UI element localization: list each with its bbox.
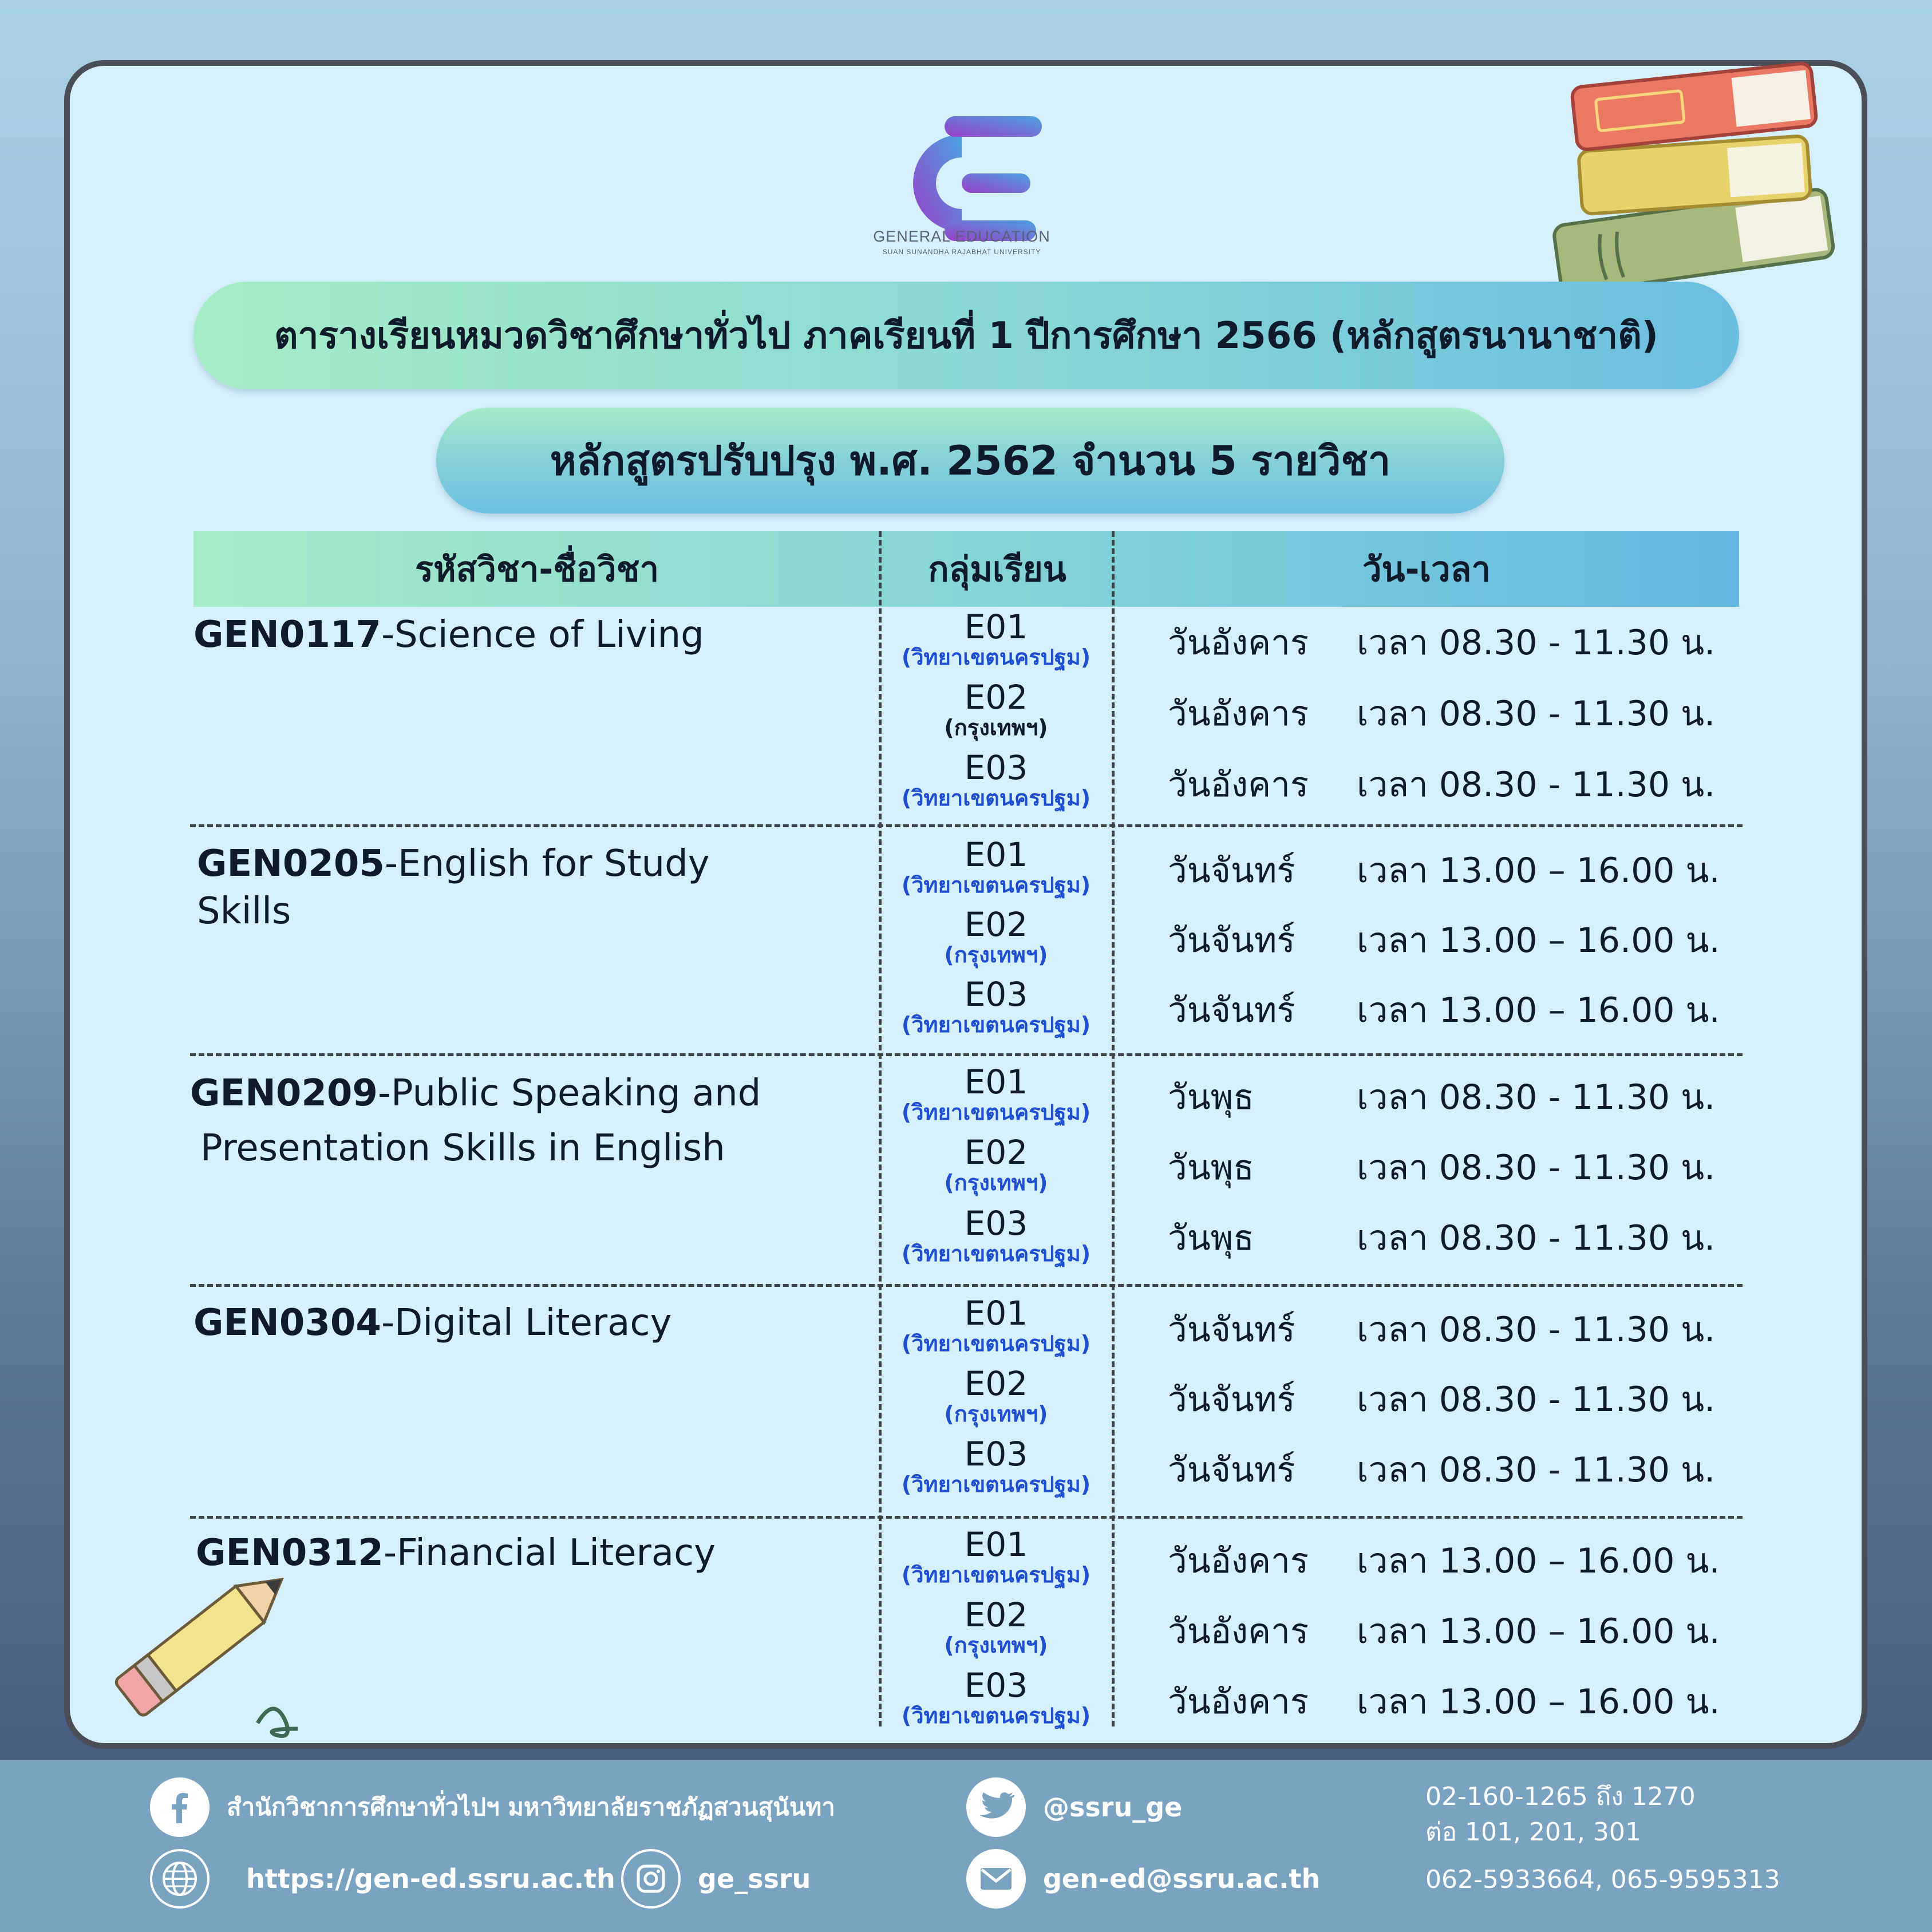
course-title — [193, 1299, 852, 1347]
instagram-icon — [621, 1849, 681, 1909]
section-day: วันอังคาร — [1168, 1611, 1309, 1652]
group-code: E02 — [964, 1133, 1028, 1172]
section-time: เวลา 08.30 - 11.30 น. — [1357, 1077, 1716, 1117]
section-group — [882, 1133, 1111, 1194]
instagram-link[interactable] — [621, 1849, 811, 1909]
section-group — [882, 1526, 1111, 1586]
section-day: วันจันทร์ — [1168, 1380, 1295, 1420]
pencil-illustration — [86, 1534, 326, 1752]
section-group — [882, 1435, 1111, 1496]
group-code: E01 — [964, 835, 1028, 874]
logo-caption — [824, 228, 1099, 256]
twitter-icon — [966, 1777, 1026, 1837]
section-time: เวลา 08.30 - 11.30 น. — [1357, 1218, 1716, 1258]
facebook-icon — [150, 1777, 210, 1837]
section-day: วันอังคาร — [1168, 1682, 1309, 1722]
section-group — [882, 906, 1111, 966]
section-group — [882, 678, 1111, 739]
section-day: วันจันทร์ — [1168, 920, 1295, 961]
footer-bar — [0, 1760, 1932, 1932]
logo-line-1: GENERAL EDUCATION — [873, 228, 1050, 245]
group-location: (วิทยาเขตนครปฐม) — [901, 1100, 1091, 1125]
section-day: วันพุธ — [1168, 1148, 1254, 1188]
group-location: (กรุงเทพฯ) — [944, 942, 1048, 967]
section-time: เวลา 13.00 – 16.00 น. — [1357, 1682, 1720, 1722]
email-link[interactable] — [966, 1849, 1320, 1909]
section-day: วันจันทร์ — [1168, 851, 1295, 891]
course-name: -Digital Literacy — [381, 1302, 672, 1344]
course-code: GEN0312 — [196, 1532, 384, 1574]
facebook-link[interactable] — [150, 1777, 835, 1837]
instagram-handle: ge_ssru — [698, 1863, 811, 1894]
group-location: (วิทยาเขตนครปฐม) — [901, 785, 1091, 811]
group-code: E01 — [964, 1062, 1028, 1101]
group-code: E01 — [964, 1294, 1028, 1333]
section-time: เวลา 08.30 - 11.30 น. — [1357, 1450, 1716, 1490]
website-url: https://gen-ed.ssru.ac.th — [246, 1863, 615, 1894]
group-code: E03 — [964, 1666, 1028, 1705]
course-name: -Public Speaking and — [377, 1072, 761, 1115]
logo-line-2: SUAN SUNANDHA RAJABHAT UNIVERSITY — [882, 248, 1041, 256]
course-name: -Financial Literacy — [383, 1532, 716, 1574]
group-code: E01 — [964, 1525, 1028, 1564]
group-code: E02 — [964, 905, 1028, 944]
course-name-line-2: Skills — [197, 890, 291, 933]
row-divider — [190, 1053, 1743, 1056]
section-time: เวลา 08.30 - 11.30 น. — [1357, 1310, 1716, 1350]
section-group — [882, 1596, 1111, 1657]
section-day: วันอังคาร — [1168, 1541, 1309, 1581]
group-location: (วิทยาเขตนครปฐม) — [901, 1241, 1091, 1266]
group-code: E03 — [964, 1204, 1028, 1243]
section-day: วันจันทร์ — [1168, 990, 1295, 1030]
table-header — [193, 531, 1739, 607]
page-subtitle: หลักสูตรปรับปรุง พ.ศ. 2562 จำนวน 5 รายวิชา — [436, 408, 1504, 513]
row-divider — [190, 1284, 1743, 1287]
section-day: วันพุธ — [1168, 1218, 1254, 1258]
group-location: (กรุงเทพฯ) — [944, 715, 1048, 740]
section-day: วันจันทร์ — [1168, 1310, 1295, 1350]
group-code: E03 — [964, 1435, 1028, 1473]
mail-icon — [966, 1849, 1026, 1909]
group-location: (วิทยาเขตนครปฐม) — [901, 1472, 1091, 1497]
section-time: เวลา 13.00 – 16.00 น. — [1357, 920, 1720, 961]
section-group — [882, 608, 1111, 669]
group-location: (กรุงเทพฯ) — [944, 1170, 1048, 1195]
group-code: E03 — [964, 748, 1028, 787]
course-name-line-2: Presentation Skills in English — [200, 1127, 725, 1170]
course-code: GEN0205 — [197, 843, 385, 885]
column-header-course: รหัสวิชา-ชื่อวิชา — [414, 549, 659, 590]
section-time: เวลา 13.00 – 16.00 น. — [1357, 990, 1720, 1030]
course-title — [190, 1066, 848, 1176]
section-time: เวลา 08.30 - 11.30 น. — [1357, 1148, 1716, 1188]
section-time: เวลา 13.00 – 16.00 น. — [1357, 1541, 1720, 1581]
section-time: เวลา 08.30 - 11.30 น. — [1357, 1380, 1716, 1420]
twitter-link[interactable] — [966, 1777, 1182, 1837]
section-day: วันพุธ — [1168, 1077, 1254, 1117]
section-group — [882, 1204, 1111, 1265]
column-header-group: กลุ่มเรียน — [928, 549, 1066, 590]
globe-icon — [150, 1849, 210, 1909]
group-code: E03 — [964, 975, 1028, 1014]
group-code: E01 — [964, 607, 1028, 646]
section-time: เวลา 13.00 – 16.00 น. — [1357, 1611, 1720, 1652]
group-location: (กรุงเทพฯ) — [944, 1401, 1048, 1427]
group-code: E02 — [964, 1595, 1028, 1634]
section-time: เวลา 13.00 – 16.00 น. — [1357, 851, 1720, 891]
group-code: E02 — [964, 678, 1028, 717]
section-time: เวลา 08.30 - 11.30 น. — [1357, 694, 1716, 734]
group-location: (วิทยาเขตนครปฐม) — [901, 1331, 1091, 1356]
section-group — [882, 1365, 1111, 1425]
section-day: วันอังคาร — [1168, 623, 1309, 663]
section-time: เวลา 08.30 - 11.30 น. — [1357, 765, 1716, 805]
course-title — [193, 611, 852, 659]
row-divider — [190, 1516, 1743, 1519]
mobile-numbers: 062-5933664, 065-9595313 — [1425, 1865, 1780, 1894]
email-address: gen-ed@ssru.ac.th — [1043, 1863, 1321, 1894]
facebook-page-name: สำนักวิชาการศึกษาทั่วไปฯ มหาวิทยาลัยราชภัฏสวนสุนันทา — [227, 1793, 835, 1821]
page-title: ตารางเรียนหมวดวิชาศึกษาทั่วไป ภาคเรียนที่ 1 ปีการศึกษา 2566 (หลักสูตรนานาชาติ) — [193, 282, 1739, 389]
section-group — [882, 749, 1111, 809]
group-location: (วิทยาเขตนครปฐม) — [901, 872, 1091, 898]
column-header-datetime: วัน-เวลา — [1362, 549, 1491, 590]
course-title — [197, 840, 855, 935]
group-location: (กรุงเทพฯ) — [944, 1633, 1048, 1658]
course-name: -Science of Living — [381, 614, 704, 656]
section-day: วันอังคาร — [1168, 765, 1309, 805]
section-day: วันจันทร์ — [1168, 1450, 1295, 1490]
phone-numbers — [1425, 1779, 1696, 1850]
books-illustration — [1540, 57, 1860, 298]
group-code: E02 — [964, 1364, 1028, 1403]
phone-line-2: ต่อ 101, 201, 301 — [1425, 1818, 1641, 1847]
section-group — [882, 1063, 1111, 1124]
section-group — [882, 1294, 1111, 1355]
section-group — [882, 1666, 1111, 1727]
section-group — [882, 836, 1111, 896]
column-divider — [1112, 531, 1115, 1726]
section-day: วันอังคาร — [1168, 694, 1309, 734]
course-code: GEN0209 — [190, 1072, 378, 1115]
course-name: -English for Study — [384, 843, 710, 885]
group-location: (วิทยาเขตนครปฐม) — [901, 1012, 1091, 1037]
group-location: (วิทยาเขตนครปฐม) — [901, 1562, 1091, 1587]
group-location: (วิทยาเขตนครปฐม) — [901, 645, 1091, 670]
course-code: GEN0117 — [193, 614, 381, 656]
course-code: GEN0304 — [193, 1302, 381, 1344]
phone-line-1: 02-160-1265 ถึง 1270 — [1425, 1782, 1696, 1811]
website-link[interactable] — [150, 1849, 615, 1909]
group-location: (วิทยาเขตนครปฐม) — [901, 1703, 1091, 1728]
section-time: เวลา 08.30 - 11.30 น. — [1357, 623, 1716, 663]
twitter-handle: @ssru_ge — [1043, 1792, 1183, 1823]
row-divider — [190, 824, 1743, 827]
section-group — [882, 975, 1111, 1036]
